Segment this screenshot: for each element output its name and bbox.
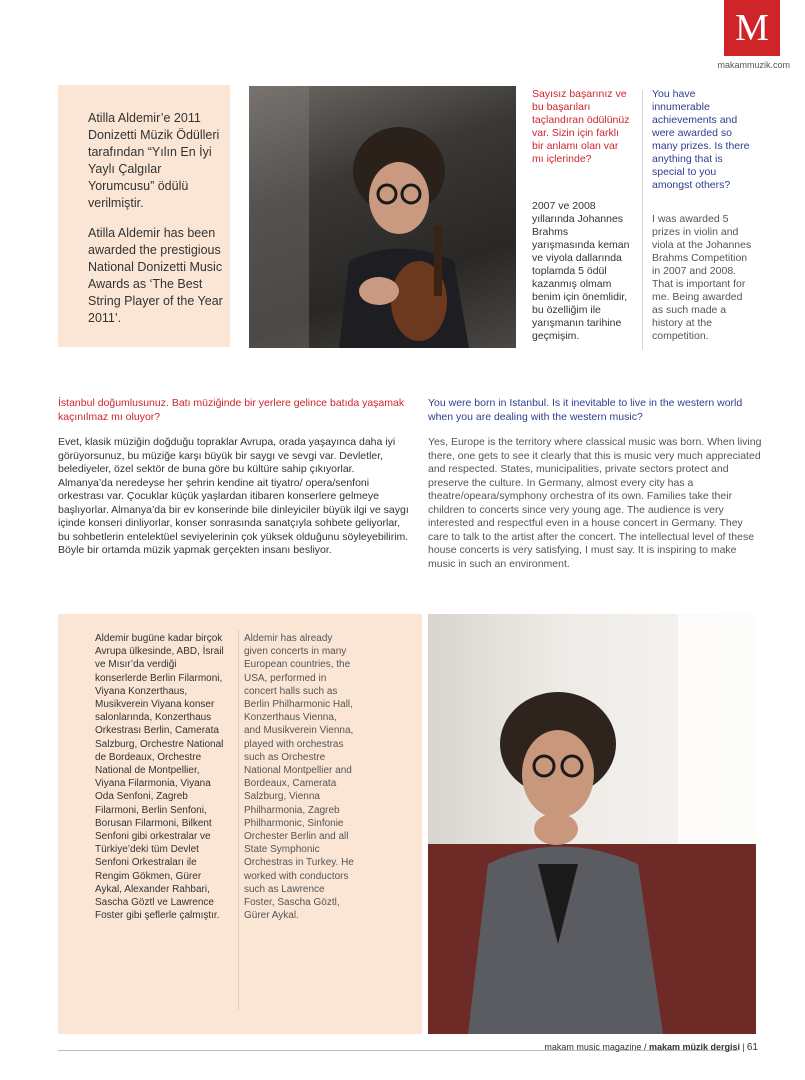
portrait-illustration: [428, 614, 756, 1034]
site-url[interactable]: makammuzik.com: [717, 60, 790, 70]
magazine-logo: M: [724, 0, 780, 56]
answer2-en: Yes, Europe is the territory where classical music was born. When living there, one gets to see it clearly that this is music very much appreciated and respected. States, municipalities, private sectors protect and preserve the culture. In Germany, almost every city has a theatre/opeara/symphony orchestra of its own. Families take their children to concerts since very young age. The audience is very interested and respectful even in a house concert in Germany. They care to talk to the artist after the concert. The intellectual level of these house concerts is very satisfying, I must say. It is inspiring to make music in such an environment.: [428, 436, 762, 570]
intro-tr: Atilla Aldemir’e 2011 Donizetti Müzik Ödülleri tarafından “Yılın En İyi Yaylı Çalgılar Yorumcusu” ödülü verilmiştir.: [88, 111, 220, 210]
footer-magazine-tr: makam müzik dergisi: [648, 1042, 741, 1052]
bio-divider: [238, 630, 239, 1010]
bio-en: Aldemir has already given concerts in many European countries, the USA, performed in concert halls such as Berlin Philharmonic Hall, Konzerthaus Vienna, and Musikverein Vienna, played with orchestras such as Orchestre National Montpellier and Bordeaux, Camerata Salzburg, Vienna Philharmonia, Zagreb Philharmonic, Sinfonie Orchester Berlin and all State Symphonic Orchestras in Turkey. He worked with conductors such as Lawrence Foster, Sascha Göztl, Gürer Aykal.: [244, 633, 354, 922]
violinist-illustration: [249, 86, 516, 348]
portrait-photo-bottom: [428, 614, 756, 1034]
intro-en: Atilla Aldemir has been awarded the prestigious National Donizetti Music Awards as ‘The Best String Player of the Year 2011’.: [88, 226, 223, 325]
page-number: 61: [746, 1042, 758, 1053]
footer-page-separator: |: [742, 1042, 745, 1052]
answer1-en: I was awarded 5 prizes in violin and viola at the Johannes Brahms Competition in 2007 and 2008. That is important for me. Being awarded as such made a history at the competition.: [652, 213, 752, 342]
answer1-tr: 2007 ve 2008 yıllarında Johannes Brahms yarışmasında keman ve viyola dallarında toplamda 5 ödül kazanmış olmam benim için önemlidir, bu özelliğim ile yarışmanın tarihine geçmişim.: [532, 200, 630, 342]
column-divider: [642, 90, 643, 350]
bio-tr: Aldemir bugüne kadar birçok Avrupa ülkesinde, ABD, İsrail ve Mısır’da verdiği konserlerde Berlin Filarmoni, Viyana Konzerthaus, Musikverein Viyana konser salonlarında, Konzerthaus Orkestrası Berlin, Camerata Salzburg, Orchestre National de Bordeaux, Orchestre National de Montpellier, Viyana Filarmonia, Viyana Oda Senfoni, Zagreb Filarmoni, Berlin Senfoni, Borusan Filarmoni, Bilkent Senfoni gibi orkestralar ve Türkiye’deki tüm Devlet Senfoni Orkestraları ile Rengim Gökmen, Gürer Aykal, Alexander Rahbari, Sascha Göztl ve Lawrence Foster gibi şeflerle çalmıştır.: [95, 633, 224, 922]
question2-en: You were born in Istanbul. Is it inevitable to live in the western world when you are dealing with the western music?: [428, 397, 743, 423]
violinist-photo-top: [249, 86, 516, 348]
question1-tr: Sayısız başarınız ve bu başarıları taçlandıran ödülünüz var. Sizin için farklı bir anlamı olan var mı içlerinde?: [532, 88, 630, 165]
footer: [500, 1042, 758, 1053]
intro-text: [88, 110, 228, 327]
question2-tr: İstanbul doğumlusunuz. Batı müziğinde bir yerlere gelince batıda yaşamak kaçınılmaz mı oluyor?: [58, 397, 405, 423]
answer2-tr: Evet, klasik müziğin doğduğu topraklar Avrupa, orada yaşayınca daha iyi görüyorsunuz, bu müziğe karşı büyük bir saygı ve sevgi var. Devletler, belediyeler, özel sektör de buna göre bu kültüre sahip çıkıyorlar. Almanya’da neredeyse her şehrin kendine ait tiyatro/ opera/senfoni orkestrası var. Çocuklar küçük yaşlardan itibaren konserlere gelmeye başlıyorlar. Almanya’da bir ev konserinde bile dinleyiciler büyük ilgi ve saygı içinde konseri dinliyorlar, konser sonrasında sanatçıyla sohbete geliyorlar, bu sohbetlerin entelektüel seviyelerinin çok yüksek olduğunu söyleyebilirim. Böyle bir ortamda müzik yapmak gerçekten insanı besliyor.: [58, 436, 409, 556]
footer-magazine-en: makam music magazine /: [544, 1042, 647, 1052]
question1-en: You have innumerable achievements and were awarded so many prizes. Is there anything that is special to you amongst others?: [652, 88, 750, 191]
